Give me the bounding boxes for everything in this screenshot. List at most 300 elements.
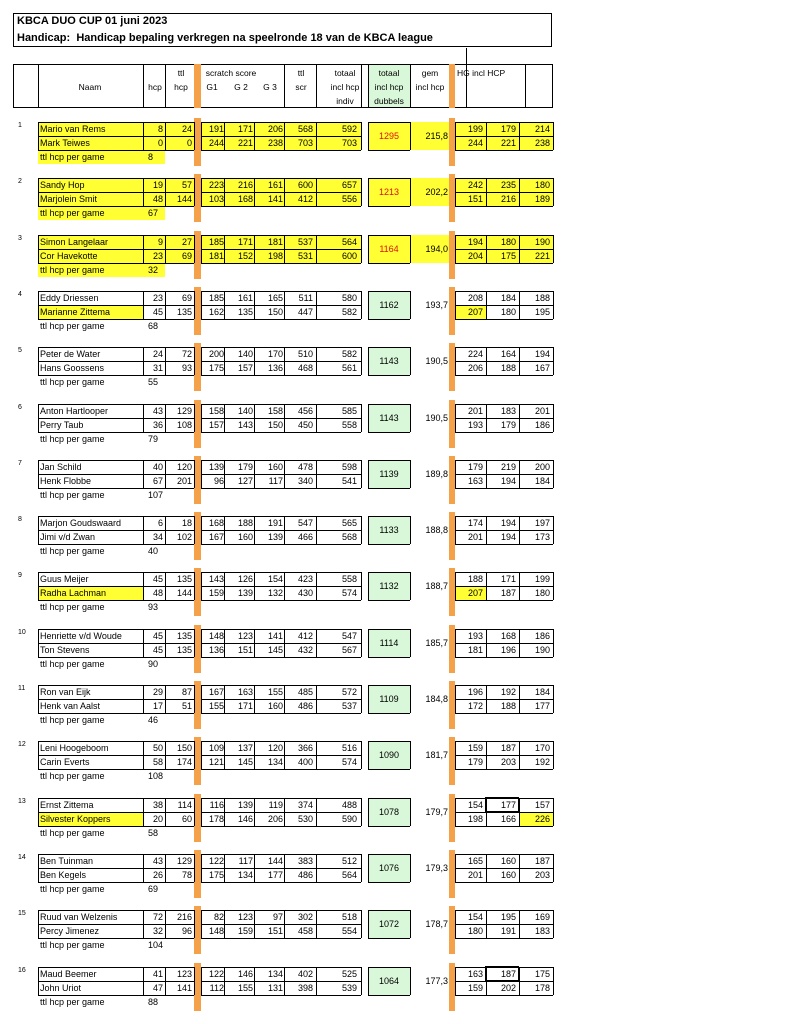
ttl-hcp-label: ttl hcp per game xyxy=(40,602,105,612)
grid-h xyxy=(368,206,410,207)
grid-v xyxy=(553,741,554,769)
player-hg-3: 192 xyxy=(534,757,550,767)
player-hg-2: 180 xyxy=(500,307,516,317)
grid-h xyxy=(455,882,553,883)
grid-h xyxy=(368,488,410,489)
player-ttl-scr: 398 xyxy=(297,983,313,993)
team-total: 1133 xyxy=(379,525,399,535)
grid-h xyxy=(201,375,361,376)
grid-v xyxy=(194,910,195,938)
player-ttl-hcp: 120 xyxy=(176,462,192,472)
grid-h xyxy=(368,741,410,742)
grid-v xyxy=(553,178,554,206)
ttl-hcp-label: ttl hcp per game xyxy=(40,940,105,950)
player-name: Ron van Eijk xyxy=(40,687,91,697)
player-ttl-scr: 402 xyxy=(297,969,313,979)
player-ttl-hcp: 60 xyxy=(181,814,192,824)
player-hg-1: 180 xyxy=(467,926,483,936)
player-g1: 159 xyxy=(208,588,224,598)
player-hcp: 19 xyxy=(152,180,163,190)
team-avg: 194,0 xyxy=(425,244,448,254)
header-dub-2: incl hcp xyxy=(374,82,404,92)
player-name: Perry Taub xyxy=(40,420,84,430)
player-g2: 179 xyxy=(237,462,253,472)
player-g1: 185 xyxy=(208,293,224,303)
team-total: 1295 xyxy=(378,131,400,141)
header-ttl-hcp-2: hcp xyxy=(174,82,188,92)
player-ttl-hcp: 129 xyxy=(176,856,192,866)
team-avg: 188,8 xyxy=(425,525,448,535)
ttl-hcp-label: ttl hcp per game xyxy=(40,434,105,444)
player-hcp: 29 xyxy=(152,687,163,697)
grid-h xyxy=(368,347,410,348)
player-hg-3: 221 xyxy=(534,251,550,261)
player-totaal: 488 xyxy=(341,800,357,810)
team-avg: 202,2 xyxy=(425,187,448,197)
player-totaal: 590 xyxy=(341,814,357,824)
player-totaal: 554 xyxy=(341,926,357,936)
player-ttl-scr: 340 xyxy=(297,476,313,486)
ttl-hcp-label: ttl hcp per game xyxy=(40,828,105,838)
header-side-line xyxy=(466,48,467,108)
player-g1: 178 xyxy=(208,814,224,824)
grid-h xyxy=(455,263,553,264)
player-name: Henriette v/d Woude xyxy=(40,631,122,641)
player-g3: 158 xyxy=(267,406,283,416)
player-g2: 159 xyxy=(237,926,253,936)
header-gem-2: incl hcp xyxy=(415,82,445,92)
player-hg-1: 242 xyxy=(467,180,483,190)
player-g3: 238 xyxy=(267,138,283,148)
grid-v xyxy=(194,685,195,713)
player-ttl-scr: 468 xyxy=(297,363,313,373)
player-ttl-scr: 510 xyxy=(297,349,313,359)
player-g2: 123 xyxy=(237,912,253,922)
player-g1: 136 xyxy=(208,645,224,655)
player-name: Ben Kegels xyxy=(40,870,87,880)
header-dub-3: dubbels xyxy=(374,96,404,106)
player-g2: 126 xyxy=(237,574,253,584)
player-hg-1: 193 xyxy=(467,631,483,641)
player-name: Simon Langelaar xyxy=(40,237,109,247)
player-totaal: 564 xyxy=(341,237,357,247)
player-hg-1: 179 xyxy=(467,757,483,767)
grid-v xyxy=(410,235,411,263)
player-hg-2: 192 xyxy=(500,687,516,697)
player-ttl-scr: 383 xyxy=(297,856,313,866)
grid-h xyxy=(368,235,410,236)
player-hcp: 67 xyxy=(152,476,163,486)
player-hg-2: 187 xyxy=(500,588,516,598)
grid-h xyxy=(455,938,553,939)
player-g3: 170 xyxy=(267,349,283,359)
player-hg-1: 159 xyxy=(467,983,483,993)
player-g3: 160 xyxy=(267,701,283,711)
player-hg-2: 183 xyxy=(500,406,516,416)
grid-v xyxy=(194,291,195,319)
grid-v xyxy=(553,404,554,432)
grid-h xyxy=(368,600,410,601)
player-hg-1: 207 xyxy=(467,307,483,317)
player-totaal: 512 xyxy=(341,856,357,866)
grid-v xyxy=(361,685,362,713)
player-hg-3: 175 xyxy=(534,969,550,979)
player-hg-2: 179 xyxy=(500,124,516,134)
player-g1: 116 xyxy=(209,800,224,810)
player-g3: 144 xyxy=(267,856,283,866)
grid-v xyxy=(194,854,195,882)
grid-v xyxy=(410,516,411,544)
player-hg-2: 171 xyxy=(500,574,516,584)
grid-h xyxy=(201,488,361,489)
player-hg-1: 151 xyxy=(467,194,483,204)
grid-v xyxy=(410,347,411,375)
header-dub-1: totaal xyxy=(378,68,400,78)
ttl-hcp-label: ttl hcp per game xyxy=(40,659,105,669)
grid-h xyxy=(201,769,361,770)
team-ttl-hcp-game: 67 xyxy=(148,208,159,218)
player-hg-1: 163 xyxy=(467,476,483,486)
team-rank: 14 xyxy=(18,854,26,861)
player-ttl-hcp: 135 xyxy=(176,631,192,641)
player-hg-1: 208 xyxy=(467,293,483,303)
player-name: Leni Hoogeboom xyxy=(40,743,109,753)
grid-v xyxy=(410,291,411,319)
player-hcp: 20 xyxy=(152,814,163,824)
player-g2: 127 xyxy=(237,476,253,486)
player-g2: 123 xyxy=(237,631,253,641)
player-g3: 191 xyxy=(267,518,283,528)
grid-v xyxy=(361,572,362,600)
player-name: Marjon Goudswaard xyxy=(40,518,122,528)
player-hg-3: 184 xyxy=(534,687,550,697)
grid-v xyxy=(553,798,554,826)
player-ttl-scr: 486 xyxy=(297,870,313,880)
grid-h xyxy=(368,544,410,545)
grid-h xyxy=(201,150,361,151)
grid-h xyxy=(201,995,361,996)
grid-h xyxy=(455,544,553,545)
player-totaal: 537 xyxy=(341,701,357,711)
player-g2: 151 xyxy=(237,645,253,655)
player-ttl-hcp: 69 xyxy=(181,293,192,303)
team-ttl-hcp-game: 69 xyxy=(148,884,159,894)
grid-v xyxy=(361,798,362,826)
grid-h xyxy=(201,938,361,939)
player-hcp: 40 xyxy=(152,462,163,472)
player-ttl-scr: 568 xyxy=(297,124,313,134)
player-g3: 136 xyxy=(267,363,283,373)
team-ttl-hcp-game: 40 xyxy=(148,546,159,556)
player-name: Eddy Driessen xyxy=(40,293,99,303)
player-hg-2: 168 xyxy=(500,631,516,641)
player-g1: 82 xyxy=(213,912,224,922)
player-g2: 145 xyxy=(237,757,253,767)
player-hg-1: 201 xyxy=(467,870,483,880)
player-ttl-hcp: 201 xyxy=(176,476,192,486)
header-g3: G 3 xyxy=(263,82,277,92)
player-totaal: 574 xyxy=(341,757,357,767)
team-ttl-hcp-game: 55 xyxy=(148,377,159,387)
player-g1: 122 xyxy=(208,856,224,866)
page-title: KBCA DUO CUP 01 juni 2023 xyxy=(17,15,168,27)
player-totaal: 657 xyxy=(341,180,357,190)
player-g2: 171 xyxy=(237,701,253,711)
player-g1: 122 xyxy=(208,969,224,979)
player-hg-3: 214 xyxy=(534,124,550,134)
player-hg-1: 198 xyxy=(467,814,483,824)
player-ttl-hcp: 69 xyxy=(181,251,192,261)
player-g3: 139 xyxy=(267,532,283,542)
player-totaal: 541 xyxy=(341,476,357,486)
header-naam: Naam xyxy=(78,82,102,92)
team-avg: 188,7 xyxy=(425,581,448,591)
player-hcp: 0 xyxy=(157,138,163,148)
grid-h xyxy=(455,432,553,433)
team-avg: 190,5 xyxy=(425,356,448,366)
player-ttl-scr: 374 xyxy=(297,800,313,810)
grid-v xyxy=(553,967,554,995)
grid-v xyxy=(410,967,411,995)
player-hg-3: 169 xyxy=(534,912,550,922)
header-ttl-scr-2: scr xyxy=(295,82,307,92)
player-hg-1: 201 xyxy=(467,532,483,542)
player-hg-3: 186 xyxy=(534,420,550,430)
grid-h xyxy=(455,319,553,320)
player-name: Marjolein Smit xyxy=(40,194,98,204)
player-ttl-hcp: 150 xyxy=(176,743,192,753)
header-hg: HG incl HCP xyxy=(457,68,506,78)
header-col-line-8 xyxy=(525,64,526,108)
player-g3: 132 xyxy=(267,588,283,598)
player-hg-3: 167 xyxy=(534,363,550,373)
player-totaal: 561 xyxy=(341,363,357,373)
ttl-hcp-label: ttl hcp per game xyxy=(40,377,105,387)
player-name: Jimi v/d Zwan xyxy=(40,532,96,542)
player-hg-1: 204 xyxy=(467,251,483,261)
player-hg-2: 216 xyxy=(500,194,516,204)
player-name: Cor Havekotte xyxy=(40,251,98,261)
player-name: Ruud van Welzenis xyxy=(40,912,118,922)
grid-v xyxy=(194,516,195,544)
grid-v xyxy=(361,516,362,544)
player-g3: 181 xyxy=(267,237,283,247)
grid-v xyxy=(194,235,195,263)
grid-h xyxy=(201,544,361,545)
grid-v xyxy=(553,854,554,882)
grid-h xyxy=(368,404,410,405)
player-hg-1: 199 xyxy=(467,124,483,134)
grid-h xyxy=(368,263,410,264)
player-g3: 120 xyxy=(267,743,283,753)
grid-v xyxy=(553,910,554,938)
player-name: Guus Meijer xyxy=(40,574,89,584)
grid-v xyxy=(194,798,195,826)
player-ttl-scr: 547 xyxy=(297,518,313,528)
player-g2: 221 xyxy=(237,138,253,148)
player-ttl-hcp: 102 xyxy=(176,532,192,542)
player-ttl-scr: 600 xyxy=(297,180,313,190)
player-hg-3: 186 xyxy=(534,631,550,641)
grid-v xyxy=(553,685,554,713)
grid-v xyxy=(410,741,411,769)
grid-h xyxy=(368,291,410,292)
grid-h xyxy=(368,657,410,658)
player-name: Ernst Zittema xyxy=(40,800,94,810)
player-hcp: 38 xyxy=(152,800,163,810)
player-hcp: 45 xyxy=(152,574,163,584)
player-g3: 150 xyxy=(267,420,283,430)
player-g1: 109 xyxy=(208,743,224,753)
grid-v xyxy=(553,235,554,263)
player-g1: 191 xyxy=(208,124,224,134)
player-g3: 154 xyxy=(267,574,283,584)
player-ttl-hcp: 93 xyxy=(181,363,192,373)
player-g2: 135 xyxy=(237,307,253,317)
player-hg-1: 188 xyxy=(467,574,483,584)
player-g2: 137 xyxy=(237,743,253,753)
player-hg-1: 172 xyxy=(467,701,483,711)
grid-v xyxy=(410,854,411,882)
player-g2: 152 xyxy=(237,251,253,261)
player-g1: 181 xyxy=(208,251,224,261)
player-hg-3: 226 xyxy=(534,814,550,824)
team-avg: 184,8 xyxy=(425,694,448,704)
player-name: Henk Flobbe xyxy=(40,476,92,486)
team-ttl-hcp-game: 8 xyxy=(148,152,154,162)
team-avg: 185,7 xyxy=(425,638,448,648)
player-ttl-scr: 537 xyxy=(297,237,313,247)
player-g3: 160 xyxy=(267,462,283,472)
player-hg-3: 195 xyxy=(534,307,550,317)
grid-v xyxy=(194,967,195,995)
player-ttl-hcp: 114 xyxy=(177,800,192,810)
ttl-hcp-label: ttl hcp per game xyxy=(40,490,105,500)
grid-v xyxy=(553,460,554,488)
grid-v xyxy=(194,404,195,432)
player-hg-2: 184 xyxy=(500,293,516,303)
player-totaal: 572 xyxy=(341,687,357,697)
player-g3: 177 xyxy=(267,870,283,880)
player-ttl-hcp: 24 xyxy=(181,124,192,134)
player-g3: 206 xyxy=(267,814,283,824)
grid-h xyxy=(368,967,410,968)
player-hcp: 72 xyxy=(152,912,163,922)
header-hcp: hcp xyxy=(148,82,162,92)
player-hg-2: 180 xyxy=(500,237,516,247)
player-hg-1: 196 xyxy=(467,687,483,697)
player-totaal: 547 xyxy=(341,631,357,641)
player-totaal: 558 xyxy=(341,574,357,584)
player-ttl-scr: 366 xyxy=(297,743,313,753)
player-hcp: 34 xyxy=(152,532,163,542)
ttl-hcp-label: ttl hcp per game xyxy=(40,997,105,1007)
grid-v xyxy=(410,460,411,488)
hg-boxed-cell xyxy=(485,797,519,812)
player-g2: 163 xyxy=(237,687,253,697)
team-ttl-hcp-game: 68 xyxy=(148,321,159,331)
player-g3: 198 xyxy=(267,251,283,261)
grid-v xyxy=(410,798,411,826)
team-rank: 2 xyxy=(18,178,22,185)
player-g1: 157 xyxy=(208,420,224,430)
grid-h xyxy=(201,600,361,601)
ttl-hcp-label: ttl hcp per game xyxy=(40,265,105,275)
team-rank: 16 xyxy=(18,967,26,974)
player-name: Hans Goossens xyxy=(40,363,105,373)
player-hg-2: 164 xyxy=(500,349,516,359)
grid-v xyxy=(410,178,411,206)
player-g2: 143 xyxy=(237,420,253,430)
grid-h xyxy=(455,150,553,151)
player-hg-3: 180 xyxy=(534,588,550,598)
player-ttl-hcp: 87 xyxy=(181,687,192,697)
team-rank: 11 xyxy=(18,685,26,692)
player-g2: 146 xyxy=(237,969,253,979)
grid-h xyxy=(201,432,361,433)
player-hg-1: 154 xyxy=(467,800,483,810)
player-hcp: 36 xyxy=(152,420,163,430)
team-total: 1072 xyxy=(378,919,400,929)
player-g2: 140 xyxy=(237,349,253,359)
team-ttl-hcp-game: 46 xyxy=(148,715,159,725)
player-g3: 165 xyxy=(267,293,283,303)
grid-h xyxy=(368,713,410,714)
player-hg-3: 203 xyxy=(534,870,550,880)
player-g2: 157 xyxy=(237,363,253,373)
player-g3: 119 xyxy=(268,800,283,810)
team-avg: 179,7 xyxy=(425,807,448,817)
player-hg-1: 159 xyxy=(467,743,483,753)
grid-h xyxy=(368,460,410,461)
header-totaal-2: incl hcp xyxy=(330,82,360,92)
player-hg-3: 170 xyxy=(534,743,550,753)
player-ttl-scr: 450 xyxy=(297,420,313,430)
player-name: Sandy Hop xyxy=(40,180,85,190)
grid-h xyxy=(368,122,410,123)
player-hg-3: 173 xyxy=(534,532,550,542)
player-hcp: 50 xyxy=(152,743,163,753)
team-total: 1064 xyxy=(378,976,400,986)
team-total: 1076 xyxy=(378,863,400,873)
player-ttl-scr: 456 xyxy=(297,406,313,416)
player-g1: 167 xyxy=(208,687,224,697)
team-rank: 3 xyxy=(18,235,22,242)
team-rank: 12 xyxy=(18,741,26,748)
team-total: 1109 xyxy=(379,694,399,704)
player-name: Ben Tuinman xyxy=(40,856,94,866)
player-ttl-hcp: 135 xyxy=(176,574,192,584)
player-g1: 158 xyxy=(208,406,224,416)
player-g1: 200 xyxy=(208,349,224,359)
player-hg-3: 201 xyxy=(534,406,550,416)
player-hg-2: 160 xyxy=(500,856,516,866)
player-hg-1: 207 xyxy=(467,588,483,598)
grid-v xyxy=(361,460,362,488)
player-ttl-hcp: 51 xyxy=(181,701,192,711)
player-g1: 175 xyxy=(208,363,224,373)
player-ttl-hcp: 96 xyxy=(181,926,192,936)
player-hg-3: 200 xyxy=(534,462,550,472)
player-totaal: 558 xyxy=(341,420,357,430)
player-hg-2: 194 xyxy=(500,532,516,542)
player-hcp: 58 xyxy=(152,757,163,767)
grid-h xyxy=(201,826,361,827)
player-g3: 97 xyxy=(272,912,283,922)
player-ttl-scr: 485 xyxy=(297,687,313,697)
player-hcp: 9 xyxy=(157,237,163,247)
player-hcp: 23 xyxy=(152,251,163,261)
